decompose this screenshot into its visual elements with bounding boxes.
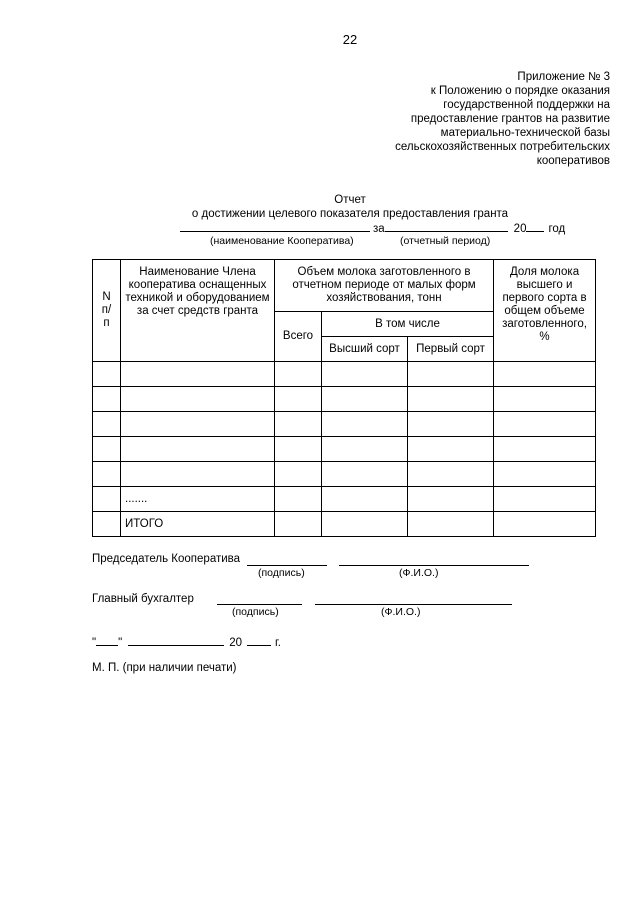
cooperative-caption: (наименование Кооператива) [210, 235, 354, 247]
report-title-line: Отчет [334, 194, 366, 206]
row-first-cell[interactable] [408, 512, 494, 537]
table-row [93, 437, 596, 462]
row-num-cell[interactable] [93, 487, 121, 512]
appendix-note [350, 70, 610, 168]
date-close-quote: " [118, 637, 123, 649]
appendix-line: к Положению о порядке оказания [430, 85, 610, 97]
appendix-line: материально-технической базы [440, 127, 610, 139]
row-share-cell[interactable] [494, 487, 596, 512]
year-suffix: год [548, 223, 566, 235]
accountant-sign-caption: (подпись) [232, 606, 279, 618]
table-row [93, 462, 596, 487]
row-total-cell[interactable] [275, 487, 322, 512]
date-day-field[interactable] [96, 634, 118, 646]
accountant-sign-field[interactable] [217, 604, 302, 605]
row-total-cell[interactable] [275, 437, 322, 462]
row-share-cell[interactable] [494, 362, 596, 387]
table-row [93, 362, 596, 387]
chairman-fio-field[interactable] [339, 565, 529, 566]
accountant-fio-caption: (Ф.И.О.) [381, 606, 421, 618]
stamp-note: М. П. (при наличии печати) [92, 662, 237, 674]
date-g: г. [274, 637, 281, 649]
chairman-fio-caption: (Ф.И.О.) [399, 567, 439, 579]
date-open-quote: " [92, 637, 97, 649]
header-including: В том числе [322, 312, 494, 337]
cooperative-name-field[interactable] [180, 220, 370, 232]
table-row-total [93, 512, 596, 537]
row-name-cell[interactable]: ....... [121, 487, 275, 512]
row-highest-cell[interactable] [322, 487, 408, 512]
row-first-cell[interactable] [408, 387, 494, 412]
accountant-label: Главный бухгалтер [92, 593, 194, 605]
row-share-cell[interactable] [494, 512, 596, 537]
row-num-cell[interactable] [93, 387, 121, 412]
header-highest-grade: Высший сорт [322, 337, 408, 362]
row-highest-cell[interactable] [322, 387, 408, 412]
report-table [92, 259, 596, 537]
row-share-cell[interactable] [494, 437, 596, 462]
accountant-fio-field[interactable] [315, 604, 512, 605]
za-label: за [373, 223, 385, 235]
row-highest-cell[interactable] [322, 412, 408, 437]
row-num-cell[interactable] [93, 412, 121, 437]
row-highest-cell[interactable] [322, 512, 408, 537]
row-total-cell[interactable] [275, 512, 322, 537]
header-total: Всего [275, 312, 322, 362]
page-number: 22 [342, 32, 358, 47]
row-name-cell[interactable] [121, 462, 275, 487]
row-share-cell[interactable] [494, 462, 596, 487]
chairman-sign-field[interactable] [247, 565, 327, 566]
chairman-sign-caption: (подпись) [258, 567, 305, 579]
date-line [92, 634, 281, 649]
chairman-label: Председатель Кооператива [92, 553, 241, 565]
row-name-cell[interactable] [121, 437, 275, 462]
header-num: N п/п [93, 260, 121, 362]
row-num-cell[interactable] [93, 512, 121, 537]
date-year-field[interactable] [247, 634, 271, 646]
table-row [93, 387, 596, 412]
row-share-cell[interactable] [494, 412, 596, 437]
row-num-cell[interactable] [93, 362, 121, 387]
row-first-cell[interactable] [408, 437, 494, 462]
appendix-line: Приложение № 3 [517, 71, 610, 83]
period-caption: (отчетный период) [400, 235, 491, 247]
appendix-line: предоставление грантов на развитие [410, 113, 610, 125]
header-share: Доля молока высшего и первого сорта в общем объеме заготовленного, % [494, 260, 596, 362]
row-first-cell[interactable] [408, 412, 494, 437]
table-row [93, 412, 596, 437]
header-name: Наименование Члена кооператива оснащенных техникой и оборудованием за счет средств гранта [121, 260, 275, 362]
header-volume: Объем молока заготовленного в отчетном периоде от малых форм хозяйствования, тонн [275, 260, 494, 312]
row-first-cell[interactable] [408, 487, 494, 512]
row-highest-cell[interactable] [322, 437, 408, 462]
row-total-cell[interactable] [275, 362, 322, 387]
row-num-cell[interactable] [93, 462, 121, 487]
date-month-field[interactable] [128, 634, 224, 646]
appendix-line: сельскохозяйственных потребительских [395, 141, 610, 153]
row-name-cell[interactable]: ИТОГО [121, 512, 275, 537]
row-first-cell[interactable] [408, 362, 494, 387]
table-row [93, 487, 596, 512]
year-prefix: 20 [513, 223, 527, 235]
row-name-cell[interactable] [121, 387, 275, 412]
year-field[interactable] [526, 220, 544, 232]
row-share-cell[interactable] [494, 387, 596, 412]
appendix-line: государственной поддержки на [443, 99, 610, 111]
row-name-cell[interactable] [121, 412, 275, 437]
report-subtitle: о достижении целевого показателя предоставления гранта [191, 208, 509, 220]
report-title [0, 193, 640, 221]
period-field[interactable] [385, 220, 508, 232]
report-period-line [180, 220, 565, 234]
row-highest-cell[interactable] [322, 362, 408, 387]
appendix-line: кооперативов [536, 155, 610, 167]
row-name-cell[interactable] [121, 362, 275, 387]
header-first-grade: Первый сорт [408, 337, 494, 362]
row-total-cell[interactable] [275, 462, 322, 487]
row-highest-cell[interactable] [322, 462, 408, 487]
row-total-cell[interactable] [275, 412, 322, 437]
row-total-cell[interactable] [275, 387, 322, 412]
row-first-cell[interactable] [408, 462, 494, 487]
row-num-cell[interactable] [93, 437, 121, 462]
date-year-prefix: 20 [229, 637, 242, 649]
